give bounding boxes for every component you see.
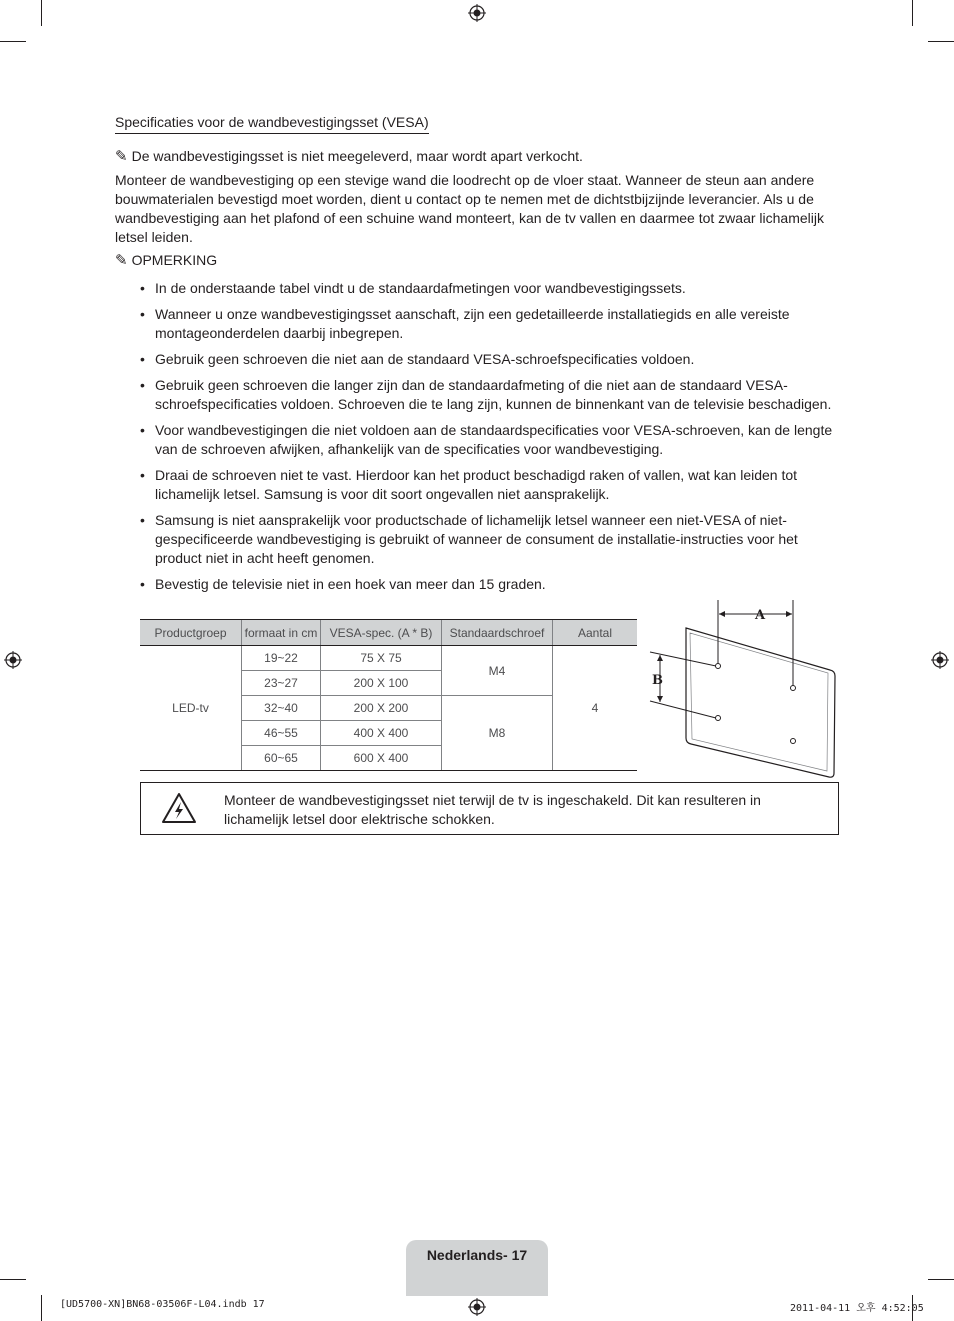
header-cell: Productgroep (140, 620, 242, 646)
registration-mark-icon (4, 651, 22, 669)
vesa-cell: 200 X 200 (321, 696, 442, 721)
note-list (115, 279, 840, 594)
crop-mark (0, 1279, 26, 1280)
dimension-label-a: A (755, 608, 766, 623)
dimension-label-b: B (652, 673, 663, 688)
note-heading-text: OPMERKING (131, 252, 218, 268)
footer-timestamp: 2011-04-11 오후 4:52:05 (790, 1303, 924, 1314)
vesa-spec-table (140, 619, 637, 771)
crop-mark (928, 41, 954, 42)
vesa-cell: 200 X 100 (321, 671, 442, 696)
size-cell: 60~65 (242, 746, 321, 771)
registration-mark-icon (931, 651, 949, 669)
list-item: • Draai de schroeven niet te vast. Hierdoor kan het product beschadigd raken of vallen, wat kan leiden tot lichamelijk letsel. Samsung is voor dit soort ongevallen niet aansprakelijk. (115, 466, 840, 504)
header-cell: formaat in cm (242, 620, 321, 646)
page-number-tab (406, 1240, 548, 1296)
header-cell: VESA-spec. (A * B) (321, 620, 442, 646)
vesa-cell: 600 X 400 (321, 746, 442, 771)
note-heading (115, 251, 840, 270)
size-cell: 23~27 (242, 671, 321, 696)
size-cell: 46~55 (242, 721, 321, 746)
header-cell: Standaardschroef (442, 620, 553, 646)
screw-cell: M4 (442, 646, 553, 696)
list-item: • Gebruik geen schroeven die niet aan de standaard VESA-schroefspecificaties voldoen. (115, 350, 840, 369)
tv-back-diagram (648, 598, 843, 783)
warning-box (140, 782, 839, 835)
size-cell: 19~22 (242, 646, 321, 671)
intro-note-text: De wandbevestigingsset is niet meegeleverd, maar wordt apart verkocht. (131, 148, 583, 164)
list-item: • In de onderstaande tabel vindt u de standaardafmetingen voor wandbevestigingssets. (115, 279, 840, 298)
pencil-note-icon: ✎ (115, 252, 128, 269)
table-row (140, 646, 637, 671)
quantity-cell: 4 (553, 646, 638, 771)
crop-mark (928, 1279, 954, 1280)
crop-mark (912, 0, 913, 26)
electric-shock-warning-icon (161, 792, 197, 824)
vesa-cell: 75 X 75 (321, 646, 442, 671)
vesa-cell: 400 X 400 (321, 721, 442, 746)
size-cell: 32~40 (242, 696, 321, 721)
footer-file-info: [UD5700-XN]BN68-03506F-L04.indb 17 (60, 1299, 265, 1310)
list-item: • Wanneer u onze wandbevestigingsset aanschaft, zijn een gedetailleerde installatiegids en alle vereiste montageonderdelen daarbij inbegrepen. (115, 305, 840, 343)
registration-mark-icon (468, 1298, 486, 1316)
list-item: • Voor wandbevestigingen die niet voldoen aan de standaardspecificaties voor VESA-schroeven, kan de lengte van de schroeven afwijken, afhankelijk van de specificaties voor wandbevestiging. (115, 421, 840, 459)
pencil-note-icon: ✎ (115, 148, 128, 165)
mounting-paragraph: Monteer de wandbevestiging op een stevige wand die loodrecht op de vloer staat. Wanneer de steun aan andere bouwmaterialen bevestigd moet worden, dient u contact op te nemen met de dichtstbijzijnde leverancier. Als u de wandbevestiging aan het plafond of een schuine wand monteert, kan de tv vallen en daarmee tot zwaar lichamelijk letsel leiden. (115, 172, 824, 245)
registration-mark-icon (468, 4, 486, 22)
crop-mark (0, 41, 26, 42)
list-item: • Samsung is niet aansprakelijk voor productschade of lichamelijk letsel wanneer een niet-VESA of niet-gespecificeerde wandbevestiging is gebruikt of wanneer de consument de installatie-instructies voor het product niet in acht heeft genomen. (115, 511, 840, 568)
section-title: Specificaties voor de wandbevestigingsset (VESA) (115, 113, 429, 134)
table-header-row (140, 620, 637, 646)
warning-text: Monteer de wandbevestigingsset niet terwijl de tv is ingeschakeld. Dit kan resulteren in lichamelijk letsel door elektrische schokken. (224, 792, 761, 827)
main-content (115, 113, 840, 601)
list-item: • Gebruik geen schroeven die langer zijn dan de standaardafmeting of die niet aan de standaard VESA-schroefspecificaties voldoen. Schroeven die te lang zijn, kunnen de binnenkant van de televisie beschadigen. (115, 376, 840, 414)
page-number: Nederlands- 17 (426, 1247, 528, 1263)
product-group-cell: LED-tv (140, 646, 242, 771)
crop-mark (41, 1295, 42, 1321)
crop-mark (41, 0, 42, 26)
header-cell: Aantal (553, 620, 638, 646)
list-item: • Bevestig de televisie niet in een hoek van meer dan 15 graden. (115, 575, 840, 594)
screw-cell: M8 (442, 696, 553, 771)
intro-note (115, 147, 840, 166)
